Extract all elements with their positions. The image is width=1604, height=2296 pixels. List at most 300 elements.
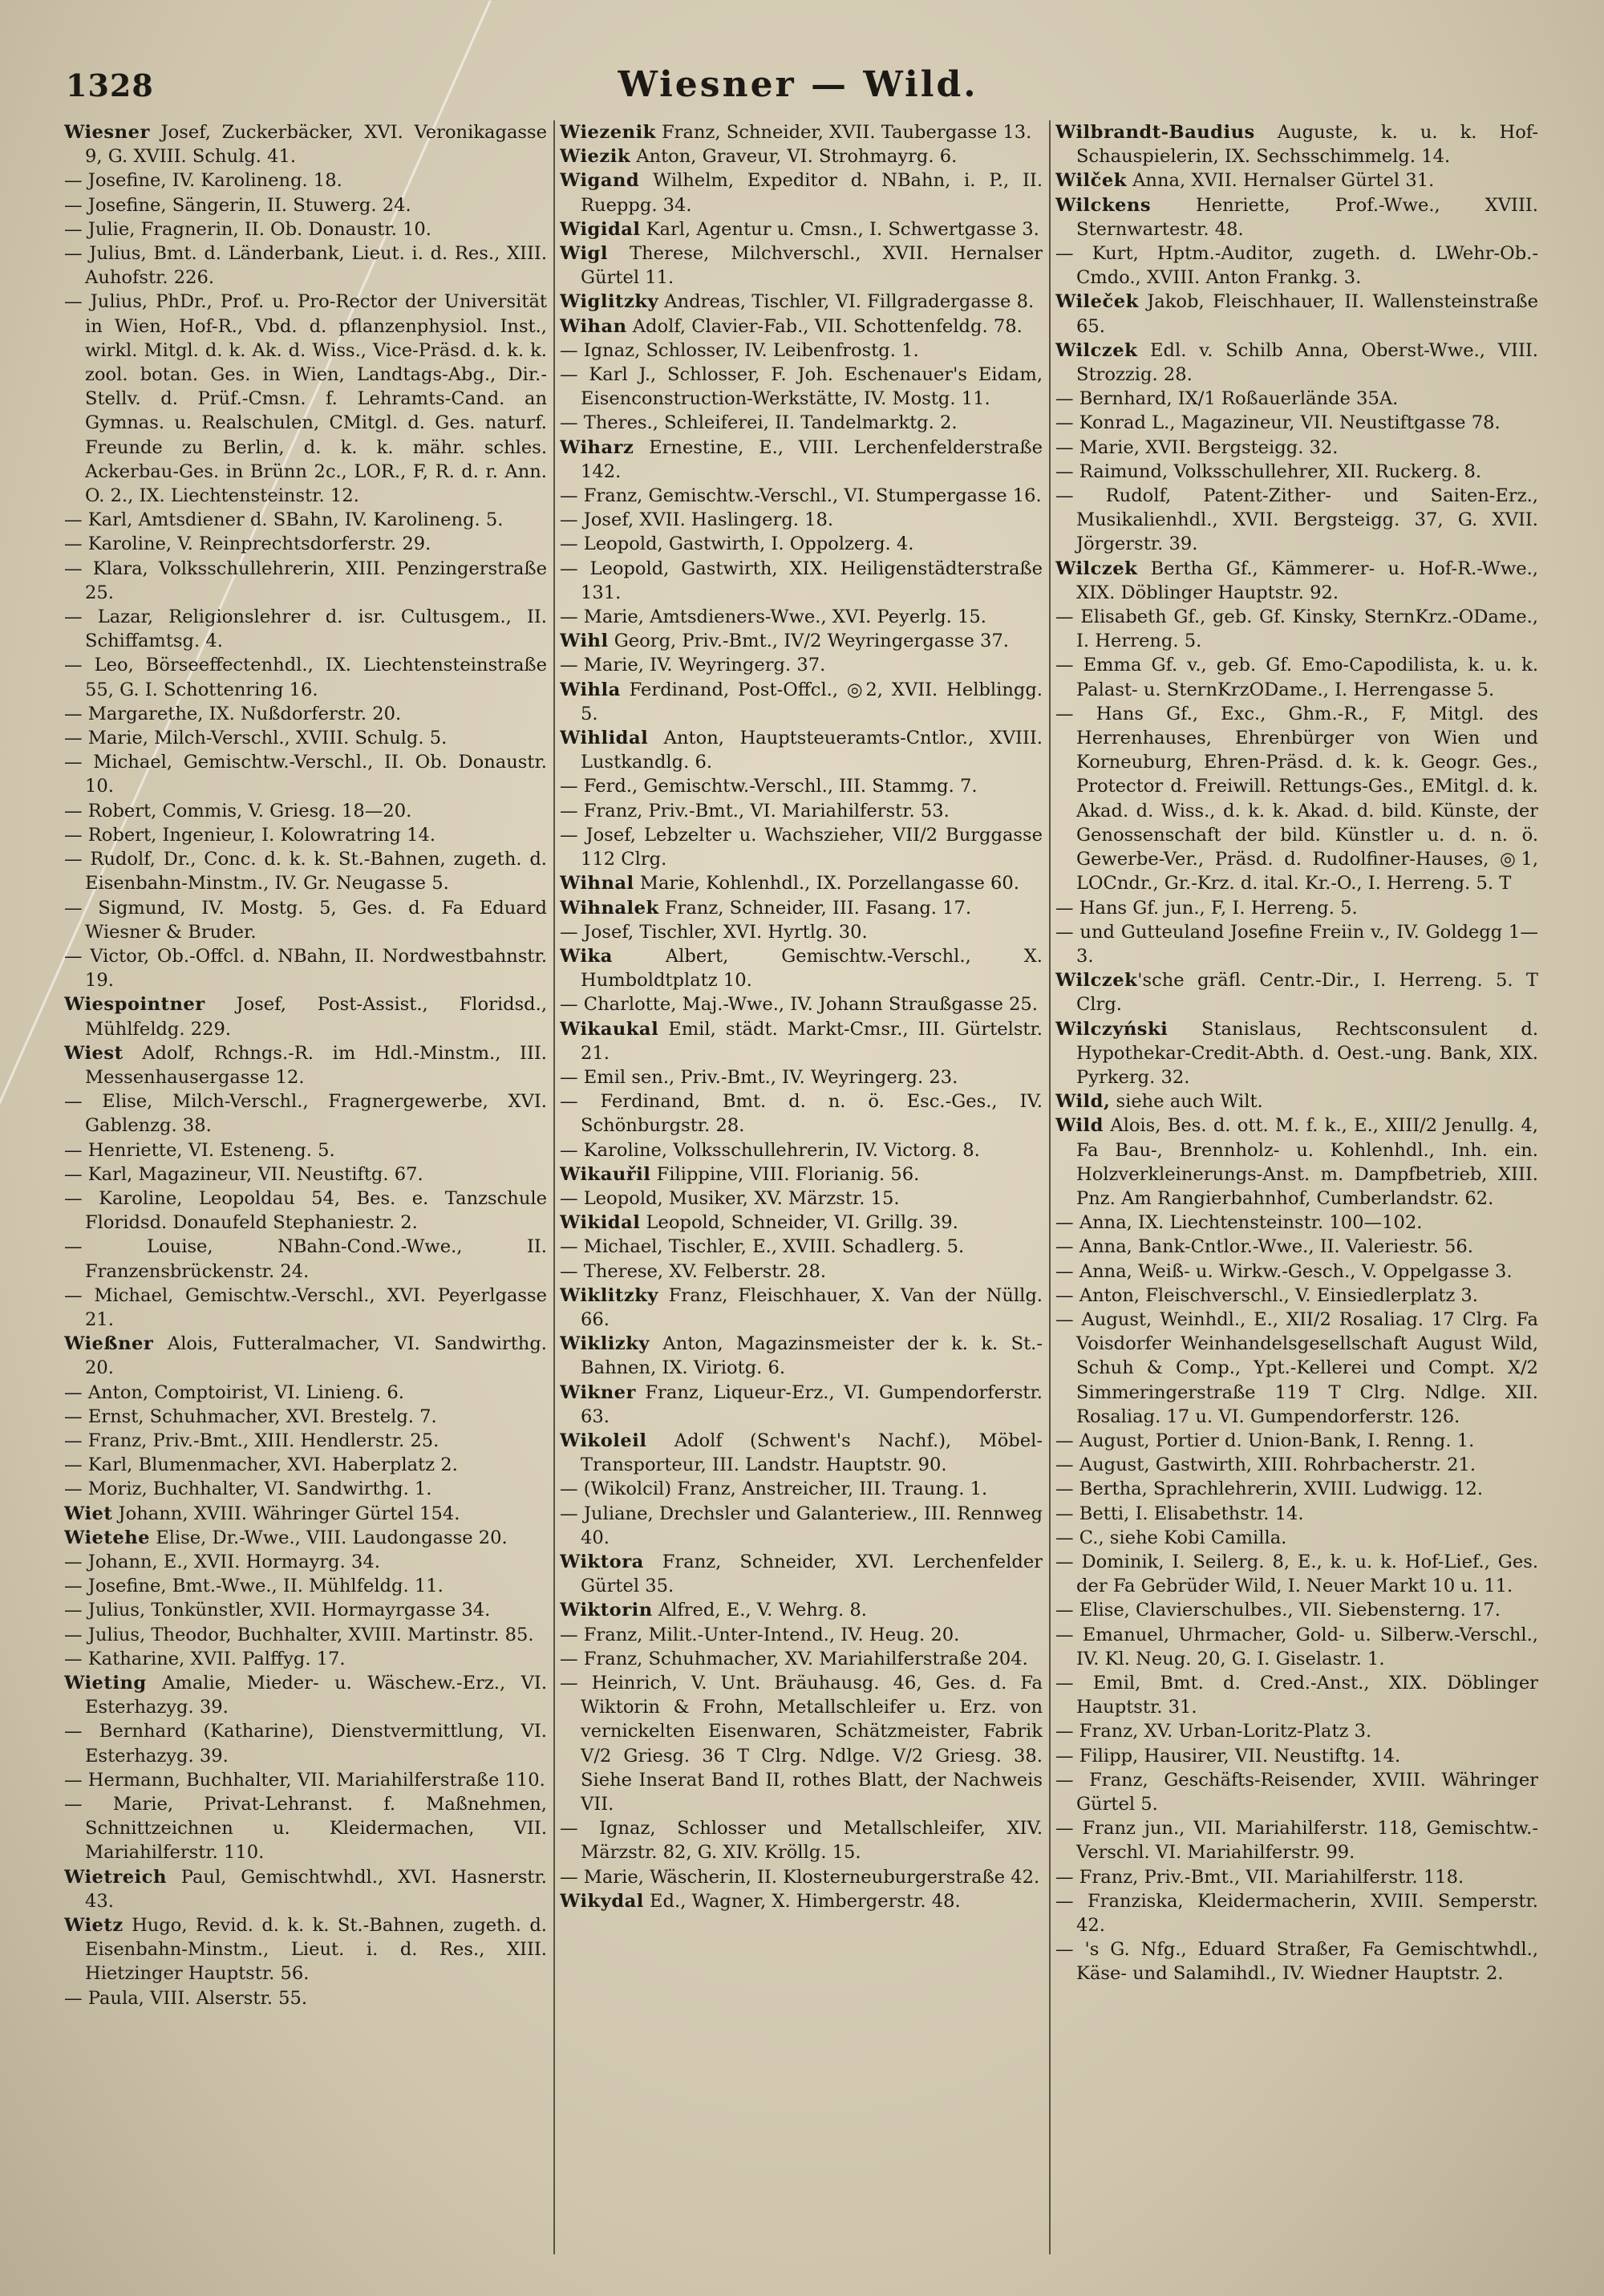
directory-entry	[560, 1623, 1043, 1647]
directory-entry	[1055, 1089, 1538, 1114]
entry-text: — (Wikolcil) Franz, Anstreicher, III. Traung. 1.	[560, 1479, 988, 1500]
entry-surname: Wild	[1055, 1115, 1104, 1137]
directory-entry	[64, 702, 547, 726]
entry-text: — Josefine, IV. Karolineng. 18.	[64, 170, 342, 192]
entry-text: — Josef, Lebzelter u. Wachszieher, VII/2 Burggasse 112 Clrg.	[560, 824, 1043, 870]
entry-text: — Elise, Milch-Verschl., Fragnergewerbe, XVI. Gablenzg. 38.	[64, 1091, 547, 1137]
entry-text: — Ferd., Gemischtw.-Verschl., III. Stammg. 7.	[560, 776, 978, 797]
directory-entry	[560, 1187, 1043, 1211]
directory-entry	[64, 1986, 547, 2010]
entry-text: — Hans Gf., Exc., Ghm.-R., F, Mitgl. des Herrenhauses, Ehrenbürger von Wien und Korneuburg, Ehren-Präsd. d. k. k. Geogr. Ges., Protector d. Freiwill. Rettungs-Ges., EMitgl. d. k. Akad. d. Wiss., d. k. k. Akad. d. bild. Künste, der Genossenschaft der bild. Künstler u. d. n. ö. Gewerbe-Ver., Präsd. d. Rudolfiner-Hauses, ◎1, LOCndr., Gr.-Krz. d. ital. Kr.-O., I. Herreng. 5. T	[1055, 703, 1538, 894]
entry-text: — und Gutteuland Josefine Freiin v., IV. Goldegg 1—3.	[1055, 921, 1538, 967]
entry-surname: Wikoleil	[560, 1430, 647, 1451]
entry-text: — Leopold, Musiker, XV. Märzstr. 15.	[560, 1187, 900, 1209]
entry-text: — Karl, Amtsdiener d. SBahn, IV. Karolineng. 5.	[64, 509, 504, 531]
directory-entry	[560, 484, 1043, 508]
directory-entry	[1055, 1211, 1538, 1235]
entry-text: — Michael, Gemischtw.-Verschl., II. Ob. Donaustr. 10.	[64, 752, 547, 797]
directory-entry	[1055, 484, 1538, 557]
entry-text: — Michael, Gemischtw.-Verschl., XVI. Peyerlgasse 21.	[64, 1284, 547, 1330]
entry-surname: Wietehe	[64, 1527, 151, 1548]
entry-text: Ed., Wagner, X. Himbergerstr. 48.	[643, 1890, 961, 1912]
directory-entry	[1055, 1744, 1538, 1768]
directory-entry	[1055, 1889, 1538, 1937]
directory-entry	[560, 508, 1043, 532]
directory-entry	[64, 1284, 547, 1332]
entry-surname: Wieting	[64, 1673, 147, 1694]
directory-entry	[64, 847, 547, 895]
entry-text: — Marie, Privat-Lehranst. f. Maßnehmen, Schnittzeichnen u. Kleidermachen, VII. Mariahilferstr. 110.	[64, 1794, 547, 1864]
directory-entry	[64, 168, 547, 193]
entry-text: — Emil sen., Priv.-Bmt., IV. Weyringerg. 23.	[560, 1066, 958, 1088]
entry-text: Andreas, Tischler, VI. Fillgradergasse 8.	[658, 291, 1035, 313]
directory-entry	[1055, 557, 1538, 605]
entry-text: — Michael, Tischler, E., XVIII. Schadlerg. 5.	[560, 1236, 965, 1258]
entry-text: — Therese, XV. Felberstr. 28.	[560, 1260, 827, 1282]
entry-text: — 's G. Nfg., Eduard Straßer, Fa Gemischtwhdl., Käse- und Salamihdl., IV. Wiedner Hauptstr. 2.	[1055, 1939, 1538, 1985]
entry-text: Edl. v. Schilb Anna, Oberst-Wwe., VIII. Strozzig. 28.	[1076, 339, 1538, 386]
directory-entry	[560, 992, 1043, 1016]
entry-text: Leopold, Schneider, VI. Grillg. 39.	[640, 1212, 958, 1234]
directory-entry	[560, 823, 1043, 871]
directory-entry	[64, 1792, 547, 1865]
entry-surname: Wießner	[64, 1333, 154, 1355]
directory-entry	[560, 1332, 1043, 1380]
entry-text: — Julius, Bmt. d. Länderbank, Lieut. i. d. Res., XIII. Auhofstr. 226.	[64, 243, 547, 289]
entry-text: — Ignaz, Schlosser und Metallschleifer, XIV. Märzstr. 82, G. XIV. Kröllg. 15.	[560, 1818, 1043, 1864]
directory-entry	[64, 1381, 547, 1405]
directory-entry	[64, 1187, 547, 1235]
directory-entry	[560, 871, 1043, 895]
column-3	[1055, 120, 1538, 2254]
directory-entry	[560, 1235, 1043, 1259]
directory-entry	[1055, 193, 1538, 241]
directory-entry	[64, 1429, 547, 1453]
entry-text: Therese, Milchverschl., XVII. Hernalser Gürtel 11.	[581, 243, 1043, 289]
entry-text: — Josefine, Sängerin, II. Stuwerg. 24.	[64, 194, 411, 216]
column-1	[64, 120, 547, 2254]
directory-entry	[1055, 387, 1538, 411]
directory-entry	[560, 920, 1043, 944]
entry-text: 'sche gräfl. Centr.-Dir., I. Herreng. 5. T Clrg.	[1076, 970, 1538, 1016]
entry-text: — Emanuel, Uhrmacher, Gold- u. Silberw.-Verschl., IV. Kl. Neug. 20, G. I. Giselastr. 1.	[1055, 1624, 1538, 1669]
directory-entry	[560, 726, 1043, 774]
entry-text: — Ferdinand, Bmt. d. n. ö. Esc.-Ges., IV. Schönburgstr. 28.	[560, 1091, 1043, 1137]
entry-text: — Anna, IX. Liechtensteinstr. 100—102.	[1055, 1212, 1423, 1234]
directory-entry	[560, 290, 1043, 314]
entry-text: — Franz, Schuhmacher, XV. Mariahilferstraße 204.	[560, 1648, 1028, 1669]
page-header	[56, 63, 1540, 111]
directory-entry	[64, 1453, 547, 1477]
entry-text: Filippine, VIII. Florianig. 56.	[650, 1163, 920, 1185]
directory-entry	[560, 1550, 1043, 1598]
directory-entry	[560, 1889, 1043, 1913]
entry-text: Adolf, Rchngs.-R. im Hdl.-Minstm., III. Messenhausergasse 12.	[85, 1042, 547, 1088]
directory-entry	[64, 1574, 547, 1598]
entry-text: — Karoline, Volksschullehrerin, IV. Victorg. 8.	[560, 1139, 980, 1161]
entry-surname: Wiklitzky	[560, 1284, 658, 1306]
entry-text: — Elise, Clavierschulbes., VII. Siebensterng. 17.	[1055, 1600, 1501, 1621]
entry-text: — Filipp, Hausirer, VII. Neustiftg. 14.	[1055, 1745, 1401, 1767]
directory-entry	[560, 314, 1043, 339]
entry-surname: Wilbrandt-Baudius	[1055, 122, 1255, 143]
entry-text: — Franz, Gemischtw.-Verschl., VI. Stumpergasse 16.	[560, 485, 1042, 507]
directory-entry	[1055, 1816, 1538, 1864]
entry-surname: Wiet	[64, 1503, 113, 1524]
entry-text: Alfred, E., V. Wehrg. 8.	[652, 1600, 867, 1621]
entry-surname: Wigl	[560, 243, 608, 265]
directory-entry	[1055, 896, 1538, 920]
entry-surname: Wikidal	[560, 1212, 641, 1234]
directory-entry	[1055, 290, 1538, 338]
directory-entry	[64, 557, 547, 605]
directory-entry	[64, 241, 547, 290]
entry-text: — Leopold, Gastwirth, I. Oppolzerg. 4.	[560, 533, 914, 555]
directory-entry	[64, 193, 547, 217]
directory-entry	[560, 653, 1043, 677]
entry-text: — Moriz, Buchhalter, VI. Sandwirthg. 1.	[64, 1479, 432, 1500]
page-number: 1328	[66, 67, 154, 103]
running-head: Wiesner — Wild.	[618, 64, 978, 105]
directory-entry	[1055, 653, 1538, 701]
directory-entry	[560, 774, 1043, 798]
directory-entry	[560, 605, 1043, 629]
entry-text: Ferdinand, Post-Offcl., ◎2, XVII. Helblingg. 5.	[581, 679, 1043, 724]
directory-entry	[560, 1865, 1043, 1889]
directory-entry	[64, 290, 547, 508]
entry-text: — Josef, Tischler, XVI. Hyrtlg. 30.	[560, 921, 868, 943]
entry-text: — Hermann, Buchhalter, VII. Mariahilferstraße 110.	[64, 1769, 545, 1791]
entry-text: — Emma Gf. v., geb. Gf. Emo-Capodilista, k. u. k. Palast- u. SternKrzODame., I. Herrengasse 5.	[1055, 655, 1538, 700]
entry-text: — Marie, XVII. Bergsteigg. 32.	[1055, 436, 1339, 458]
directory-entry	[560, 217, 1043, 241]
entry-text: Hugo, Revid. d. k. k. St.-Bahnen, zugeth. d. Eisenbahn-Minstm., Lieut. i. d. Res., XIII. Hietzinger Hauptstr. 56.	[85, 1915, 547, 1985]
directory-entry	[1055, 1017, 1538, 1090]
entry-text: — Heinrich, V. Unt. Bräuhausg. 46, Ges. d. Fa Wiktorin & Frohn, Metallschleifer u. Erz. von vernickelten Eisenwaren, Schätzmeister, Fabrik V/2 Griesg. 36 T Clrg. Ndlge. V/2 Griesg. 38. Siehe Inserat Band II, rothes Blatt, der Nachweis VII.	[560, 1673, 1043, 1815]
entry-text: Marie, Kohlenhdl., IX. Porzellangasse 60.	[634, 873, 1019, 894]
directory-entry	[560, 411, 1043, 435]
directory-entry	[64, 1041, 547, 1089]
directory-entry	[1055, 1308, 1538, 1429]
directory-entry	[64, 217, 547, 241]
entry-text: — Franz, Milit.-Unter-Intend., IV. Heug. 20.	[560, 1624, 960, 1645]
entry-text: Jakob, Fleischhauer, II. Wallensteinstraße 65.	[1076, 291, 1538, 337]
directory-entry	[1055, 1768, 1538, 1816]
directory-entry	[560, 1816, 1043, 1864]
directory-entry	[64, 750, 547, 798]
entry-text: — Franz, Priv.-Bmt., VI. Mariahilferstr. 53.	[560, 800, 950, 821]
directory-entry	[64, 1671, 547, 1719]
entry-text: Anton, Hauptsteueramts-Cntlor., XVIII. Lustkandlg. 6.	[581, 728, 1043, 773]
directory-entry	[1055, 605, 1538, 653]
directory-entry	[560, 1017, 1043, 1065]
entry-text: — August, Portier d. Union-Bank, I. Renng. 1.	[1055, 1430, 1475, 1451]
directory-entry	[1055, 1526, 1538, 1550]
entry-text: — Leopold, Gastwirth, XIX. Heiligenstädterstraße 131.	[560, 558, 1043, 603]
entry-text: — Josef, XVII. Haslingerg. 18.	[560, 509, 834, 531]
entry-text: — Julius, PhDr., Prof. u. Pro-Rector der Universität in Wien, Hof-R., Vbd. d. pflanzenphysiol. Inst., wirkl. Mitgl. d. k. Ak. d. Wiss., Vice-Präsd. d. k. k. zool. botan. Ges. in Wien, Landtags-Abg., Dir.-Stellv. d. Prüf.-Cmsn. f. Lehramts-Cand. an Gymnas. u. Realschulen, CMitgl. d. Ges. naturf. Freunde zu Berlin, d. k. k. mähr. schles. Ackerbau-Ges. in Brünn 2c., LOR., F, R. d. r. Ann. O. 2., IX. Liechtensteinstr. 12.	[64, 291, 547, 507]
directory-entry	[1055, 1550, 1538, 1598]
directory-entry	[560, 1429, 1043, 1477]
entry-text: — Franz, Priv.-Bmt., XIII. Hendlerstr. 25.	[64, 1430, 439, 1451]
entry-surname: Wihan	[560, 315, 627, 337]
entry-text: — Marie, Milch-Verschl., XVIII. Schulg. 5.	[64, 728, 448, 749]
directory-entry	[560, 241, 1043, 290]
directory-entry	[560, 339, 1043, 363]
directory-entry	[1055, 1477, 1538, 1501]
entry-text: — Emil, Bmt. d. Cred.-Anst., XIX. Döblinger Hauptstr. 31.	[1055, 1673, 1538, 1718]
directory-entry	[64, 1598, 547, 1622]
entry-text: — Franz jun., VII. Mariahilferstr. 118, Gemischtw.-Verschl. VI. Mariahilferstr. 99.	[1055, 1818, 1538, 1864]
entry-text: — Julie, Fragnerin, II. Ob. Donaustr. 10.	[64, 218, 431, 240]
directory-entry	[64, 1089, 547, 1138]
entry-surname: Wilckens	[1055, 194, 1152, 216]
entry-text: Franz, Schneider, XVII. Taubergasse 13.	[655, 122, 1032, 143]
directory-entry	[1055, 241, 1538, 290]
entry-text: — Bertha, Sprachlehrerin, XVIII. Ludwigg. 12.	[1055, 1479, 1484, 1500]
entry-text: Anna, XVII. Hernalser Gürtel 31.	[1126, 170, 1435, 192]
directory-entry	[560, 629, 1043, 653]
directory-entry	[64, 1768, 547, 1792]
directory-entry	[64, 1550, 547, 1574]
directory-entry	[64, 1477, 547, 1501]
directory-entry	[560, 1089, 1043, 1138]
entry-text: — Katharine, XVII. Palffyg. 17.	[64, 1648, 346, 1669]
entry-text: Emil, städt. Markt-Cmsr., III. Gürtelstr. 21.	[581, 1018, 1043, 1064]
entry-text: — Marie, Amtsdieners-Wwe., XVI. Peyerlg. 15.	[560, 606, 986, 628]
entry-text: — Anton, Comptoirist, VI. Linieng. 6.	[64, 1381, 404, 1403]
directory-entry	[64, 1526, 547, 1550]
entry-text: — Robert, Commis, V. Griesg. 18—20.	[64, 800, 412, 821]
directory-entry	[1055, 460, 1538, 484]
entry-surname: Wild,	[1055, 1091, 1111, 1113]
entry-surname: Wikydal	[560, 1890, 644, 1912]
entry-text: Josef, Zuckerbäcker, XVI. Veronikagasse 9, G. XVIII. Schulg. 41.	[85, 122, 547, 168]
directory-entry	[560, 1211, 1043, 1235]
directory-entry	[64, 1405, 547, 1429]
entry-text: — Juliane, Drechsler und Galanteriew., III. Rennweg 40.	[560, 1503, 1043, 1548]
directory-entry	[64, 508, 547, 532]
entry-surname: Wilczek	[1055, 558, 1138, 579]
directory-entry	[64, 1332, 547, 1380]
entry-text: — Betti, I. Elisabethstr. 14.	[1055, 1503, 1304, 1524]
entry-text: — Henriette, VI. Esteneng. 5.	[64, 1139, 335, 1161]
directory-entry	[560, 1138, 1043, 1162]
directory-entry	[64, 944, 547, 992]
directory-entry	[64, 1502, 547, 1526]
directory-entry	[560, 532, 1043, 556]
directory-entry	[1055, 1284, 1538, 1308]
directory-entry	[64, 726, 547, 750]
entry-text: Georg, Priv.-Bmt., IV/2 Weyringergasse 37.	[608, 631, 1009, 652]
directory-entry	[64, 605, 547, 653]
directory-entry	[64, 1865, 547, 1913]
entry-text: — Karl, Blumenmacher, XVI. Haberplatz 2.	[64, 1454, 458, 1476]
entry-text: — Hans Gf. jun., F, I. Herreng. 5.	[1055, 897, 1358, 919]
entry-surname: Wietreich	[64, 1866, 167, 1888]
entry-surname: Wigidal	[560, 218, 641, 240]
entry-surname: Wilček	[1055, 170, 1127, 192]
entry-text: Auguste, k. u. k. Hof-Schauspielerin, IX. Sechsschimmelg. 14.	[1076, 122, 1538, 168]
entry-text: — Ignaz, Schlosser, IV. Leibenfrostg. 1.	[560, 339, 919, 361]
directory-entry	[1055, 1453, 1538, 1477]
directory-entry	[560, 1671, 1043, 1816]
entry-text: — Victor, Ob.-Offcl. d. NBahn, II. Nordwestbahnstr. 19.	[64, 945, 547, 992]
entry-surname: Wiglitzky	[560, 291, 659, 313]
directory-entry	[64, 799, 547, 823]
entry-surname: Wihnal	[560, 873, 634, 894]
directory-entry	[560, 1598, 1043, 1622]
directory-entry	[64, 1719, 547, 1767]
entry-surname: Wihnalek	[560, 897, 659, 919]
directory-entry	[1055, 339, 1538, 387]
directory-entry	[560, 1065, 1043, 1089]
entry-text: Anton, Magazinsmeister der k. k. St.-Bahnen, IX. Viriotg. 6.	[581, 1333, 1043, 1379]
directory-entry	[1055, 968, 1538, 1016]
entry-surname: Wika	[560, 945, 613, 967]
directory-entry	[1055, 1623, 1538, 1671]
directory-entry	[560, 896, 1043, 920]
entry-surname: Wilczek	[1055, 970, 1138, 992]
entry-surname: Wigand	[560, 170, 640, 192]
directory-entry	[64, 1162, 547, 1187]
entry-text: Adolf, Clavier-Fab., VII. Schottenfeldg. 78.	[626, 315, 1023, 337]
entry-text: — Johann, E., XVII. Hormayrg. 34.	[64, 1551, 380, 1572]
entry-text: — Marie, Wäscherin, II. Klosterneuburgerstraße 42.	[560, 1866, 1040, 1888]
directory-entry	[1055, 702, 1538, 896]
entry-text: — Rudolf, Patent-Zither- und Saiten-Erz., Musikalienhdl., XVII. Bergsteigg. 37, G. XVII. Jörgerstr. 39.	[1055, 485, 1538, 555]
entry-text: — Julius, Theodor, Buchhalter, XVIII. Martinstr. 85.	[64, 1624, 534, 1645]
directory-entry	[560, 120, 1043, 144]
entry-surname: Wiktora	[560, 1551, 644, 1572]
directory-entry	[560, 168, 1043, 217]
directory-entry	[1055, 436, 1538, 460]
entry-text: — C., siehe Kobi Camilla.	[1055, 1527, 1287, 1548]
entry-text: — Robert, Ingenieur, I. Kolowratring 14.	[64, 824, 435, 846]
directory-entry	[64, 1235, 547, 1283]
entry-text: Johann, XVIII. Währinger Gürtel 154.	[112, 1503, 460, 1524]
directory-entry	[560, 1477, 1043, 1501]
entry-text: Alois, Bes. d. ott. M. f. k., E., XIII/2 Jenullg. 4, Fa Bau-, Brennholz- u. Kohlenhdl., Inh. ein. Holzverkleinerungs-Anst. m. Dampfbetrieb, XIII. Pnz. Am Rangierbahnhof, Cumberlandstr. 62.	[1076, 1115, 1538, 1209]
directory-entry	[1055, 1260, 1538, 1284]
entry-text: — Karoline, Leopoldau 54, Bes. e. Tanzschule Floridsd. Donaufeld Stephaniestr. 2.	[64, 1187, 547, 1234]
entry-text: — Theres., Schleiferei, II. Tandelmarktg. 2.	[560, 412, 958, 434]
directory-entry	[1055, 1114, 1538, 1211]
entry-surname: Wiezik	[560, 146, 631, 168]
entry-surname: Wiest	[64, 1042, 124, 1064]
entry-text: — Karoline, V. Reinprechtsdorferstr. 29.	[64, 533, 431, 555]
entry-surname: Wiharz	[560, 436, 634, 458]
entry-text: — Elisabeth Gf., geb. Gf. Kinsky, SternKrz.-ODame., I. Herreng. 5.	[1055, 606, 1538, 652]
entry-text: Franz, Schneider, III. Fasang. 17.	[658, 897, 972, 919]
entry-text: — Franz, Priv.-Bmt., VII. Mariahilferstr. 118.	[1055, 1866, 1464, 1888]
entry-text: — Klara, Volksschullehrerin, XIII. Penzingerstraße 25.	[64, 558, 547, 603]
entry-text: Franz, Fleischhauer, X. Van der Nüllg. 66.	[581, 1284, 1043, 1330]
directory-entry	[64, 1623, 547, 1647]
entry-text: Albert, Gemischtw.-Verschl., X. Humboldtplatz 10.	[581, 945, 1043, 992]
entry-text: — Bernhard (Katharine), Dienstvermittlung, VI. Esterhazyg. 39.	[64, 1721, 547, 1767]
entry-text: — Marie, IV. Weyringerg. 37.	[560, 655, 826, 676]
directory-entry	[560, 363, 1043, 411]
entry-text: — Bernhard, IX/1 Roßauerlände 35A.	[1055, 388, 1399, 410]
directory-entry	[64, 992, 547, 1041]
entry-text: — Sigmund, IV. Mostg. 5, Ges. d. Fa Eduard Wiesner & Bruder.	[64, 897, 547, 943]
directory-entry	[64, 1138, 547, 1162]
entry-surname: Wietz	[64, 1915, 124, 1937]
directory-entry	[1055, 1719, 1538, 1743]
directory-entry	[64, 1647, 547, 1671]
entry-surname: Wileček	[1055, 291, 1139, 313]
entry-surname: Wihl	[560, 631, 609, 652]
entry-text: — Karl, Magazineur, VII. Neustiftg. 67.	[64, 1163, 423, 1185]
column-2	[560, 120, 1043, 2254]
directory-entry	[560, 1502, 1043, 1550]
entry-surname: Wiesner	[64, 122, 150, 143]
entry-text: — Dominik, I. Seilerg. 8, E., k. u. k. Hof-Lief., Ges. der Fa Gebrüder Wild, I. Neuer Markt 10 u. 11.	[1055, 1551, 1538, 1597]
entry-surname: Wiklizky	[560, 1333, 650, 1355]
directory-entry	[560, 1284, 1043, 1332]
directory-entry	[560, 1260, 1043, 1284]
entry-surname: Wiespointner	[64, 994, 205, 1016]
directory-entry	[64, 653, 547, 701]
entry-surname: Wilczyński	[1055, 1018, 1169, 1040]
entry-text: Ernestine, E., VIII. Lerchenfelderstraße 142.	[581, 436, 1043, 482]
entry-text: Amalie, Mieder- u. Wäschew.-Erz., VI. Esterhazyg. 39.	[85, 1673, 547, 1718]
entry-text: — Julius, Tonkünstler, XVII. Hormayrgasse 34.	[64, 1600, 491, 1621]
entry-text: Elise, Dr.-Wwe., VIII. Laudongasse 20.	[150, 1527, 508, 1548]
directory-entry	[1055, 168, 1538, 193]
entry-text: — Louise, NBahn-Cond.-Wwe., II. Franzensbrückenstr. 24.	[64, 1236, 547, 1282]
entry-surname: Wilczek	[1055, 339, 1138, 361]
directory-entry	[560, 678, 1043, 726]
entry-text: — Rudolf, Dr., Conc. d. k. k. St.-Bahnen, zugeth. d. Eisenbahn-Minstm., IV. Gr. Neugasse 5.	[64, 849, 547, 894]
entry-surname: Wikner	[560, 1381, 636, 1403]
entry-text: — Lazar, Religionslehrer d. isr. Cultusgem., II. Schiffamtsg. 4.	[64, 606, 547, 652]
directory-entry	[1055, 120, 1538, 168]
directory-entry	[1055, 1598, 1538, 1622]
directory-entry	[1055, 1937, 1538, 1986]
entry-text: — Raimund, Volksschullehrer, XII. Ruckerg. 8.	[1055, 460, 1482, 482]
entry-text: — Josefine, Bmt.-Wwe., II. Mühlfeldg. 11.	[64, 1576, 444, 1597]
entry-text: Wilhelm, Expeditor d. NBahn, i. P., II. Rueppg. 34.	[581, 170, 1043, 216]
entry-surname: Wihla	[560, 679, 621, 700]
directory-entry	[64, 896, 547, 944]
directory-entry	[64, 823, 547, 847]
entry-text: Franz, Schneider, XVI. Lerchenfelder Gürtel 35.	[581, 1551, 1043, 1597]
entry-text: — Charlotte, Maj.-Wwe., IV. Johann Straußgasse 25.	[560, 994, 1038, 1016]
entry-surname: Wiezenik	[560, 122, 656, 143]
entry-text: — Franz, XV. Urban-Loritz-Platz 3.	[1055, 1721, 1372, 1742]
entry-text: — Franziska, Kleidermacherin, XVIII. Semperstr. 42.	[1055, 1890, 1538, 1937]
entry-surname: Wiktorin	[560, 1600, 653, 1621]
entry-surname: Wikauřil	[560, 1163, 651, 1185]
entry-text: Franz, Liqueur-Erz., VI. Gumpendorferstr. 63.	[581, 1381, 1043, 1427]
directory-entry	[1055, 1671, 1538, 1719]
entry-text: — Margarethe, IX. Nußdorferstr. 20.	[64, 703, 402, 724]
entry-text: — Kurt, Hptm.-Auditor, zugeth. d. LWehr-Ob.-Cmdo., XVIII. Anton Frankg. 3.	[1055, 243, 1538, 289]
directory-entry	[560, 1381, 1043, 1429]
entry-text: Paul, Gemischtwhdl., XVI. Hasnerstr. 43.	[85, 1866, 547, 1912]
entry-text: — Konrad L., Magazineur, VII. Neustiftgasse 78.	[1055, 412, 1501, 434]
entry-text: — Leo, Börseeffectenhdl., IX. Liechtensteinstraße 55, G. I. Schottenring 16.	[64, 655, 547, 700]
directory-entry	[560, 944, 1043, 992]
entry-text: — Anton, Fleischverschl., V. Einsiedlerplatz 3.	[1055, 1284, 1478, 1306]
directory-entry	[1055, 1235, 1538, 1259]
entry-text: — Franz, Geschäfts-Reisender, XVIII. Währinger Gürtel 5.	[1055, 1769, 1538, 1815]
entry-text: — August, Weinhdl., E., XII/2 Rosaliag. 17 Clrg. Fa Voisdorfer Weinhandelsgesellschaft August Wild, Schuh & Comp., Ypt.-Kellerei und Compt. X/2 Simmeringerstraße 119 T Clrg. Ndlge. XII. Rosaliag. 17 u. VI. Gumpendorferstr. 126.	[1055, 1308, 1538, 1427]
directory-entry	[1055, 411, 1538, 435]
directory-entry	[64, 120, 547, 168]
